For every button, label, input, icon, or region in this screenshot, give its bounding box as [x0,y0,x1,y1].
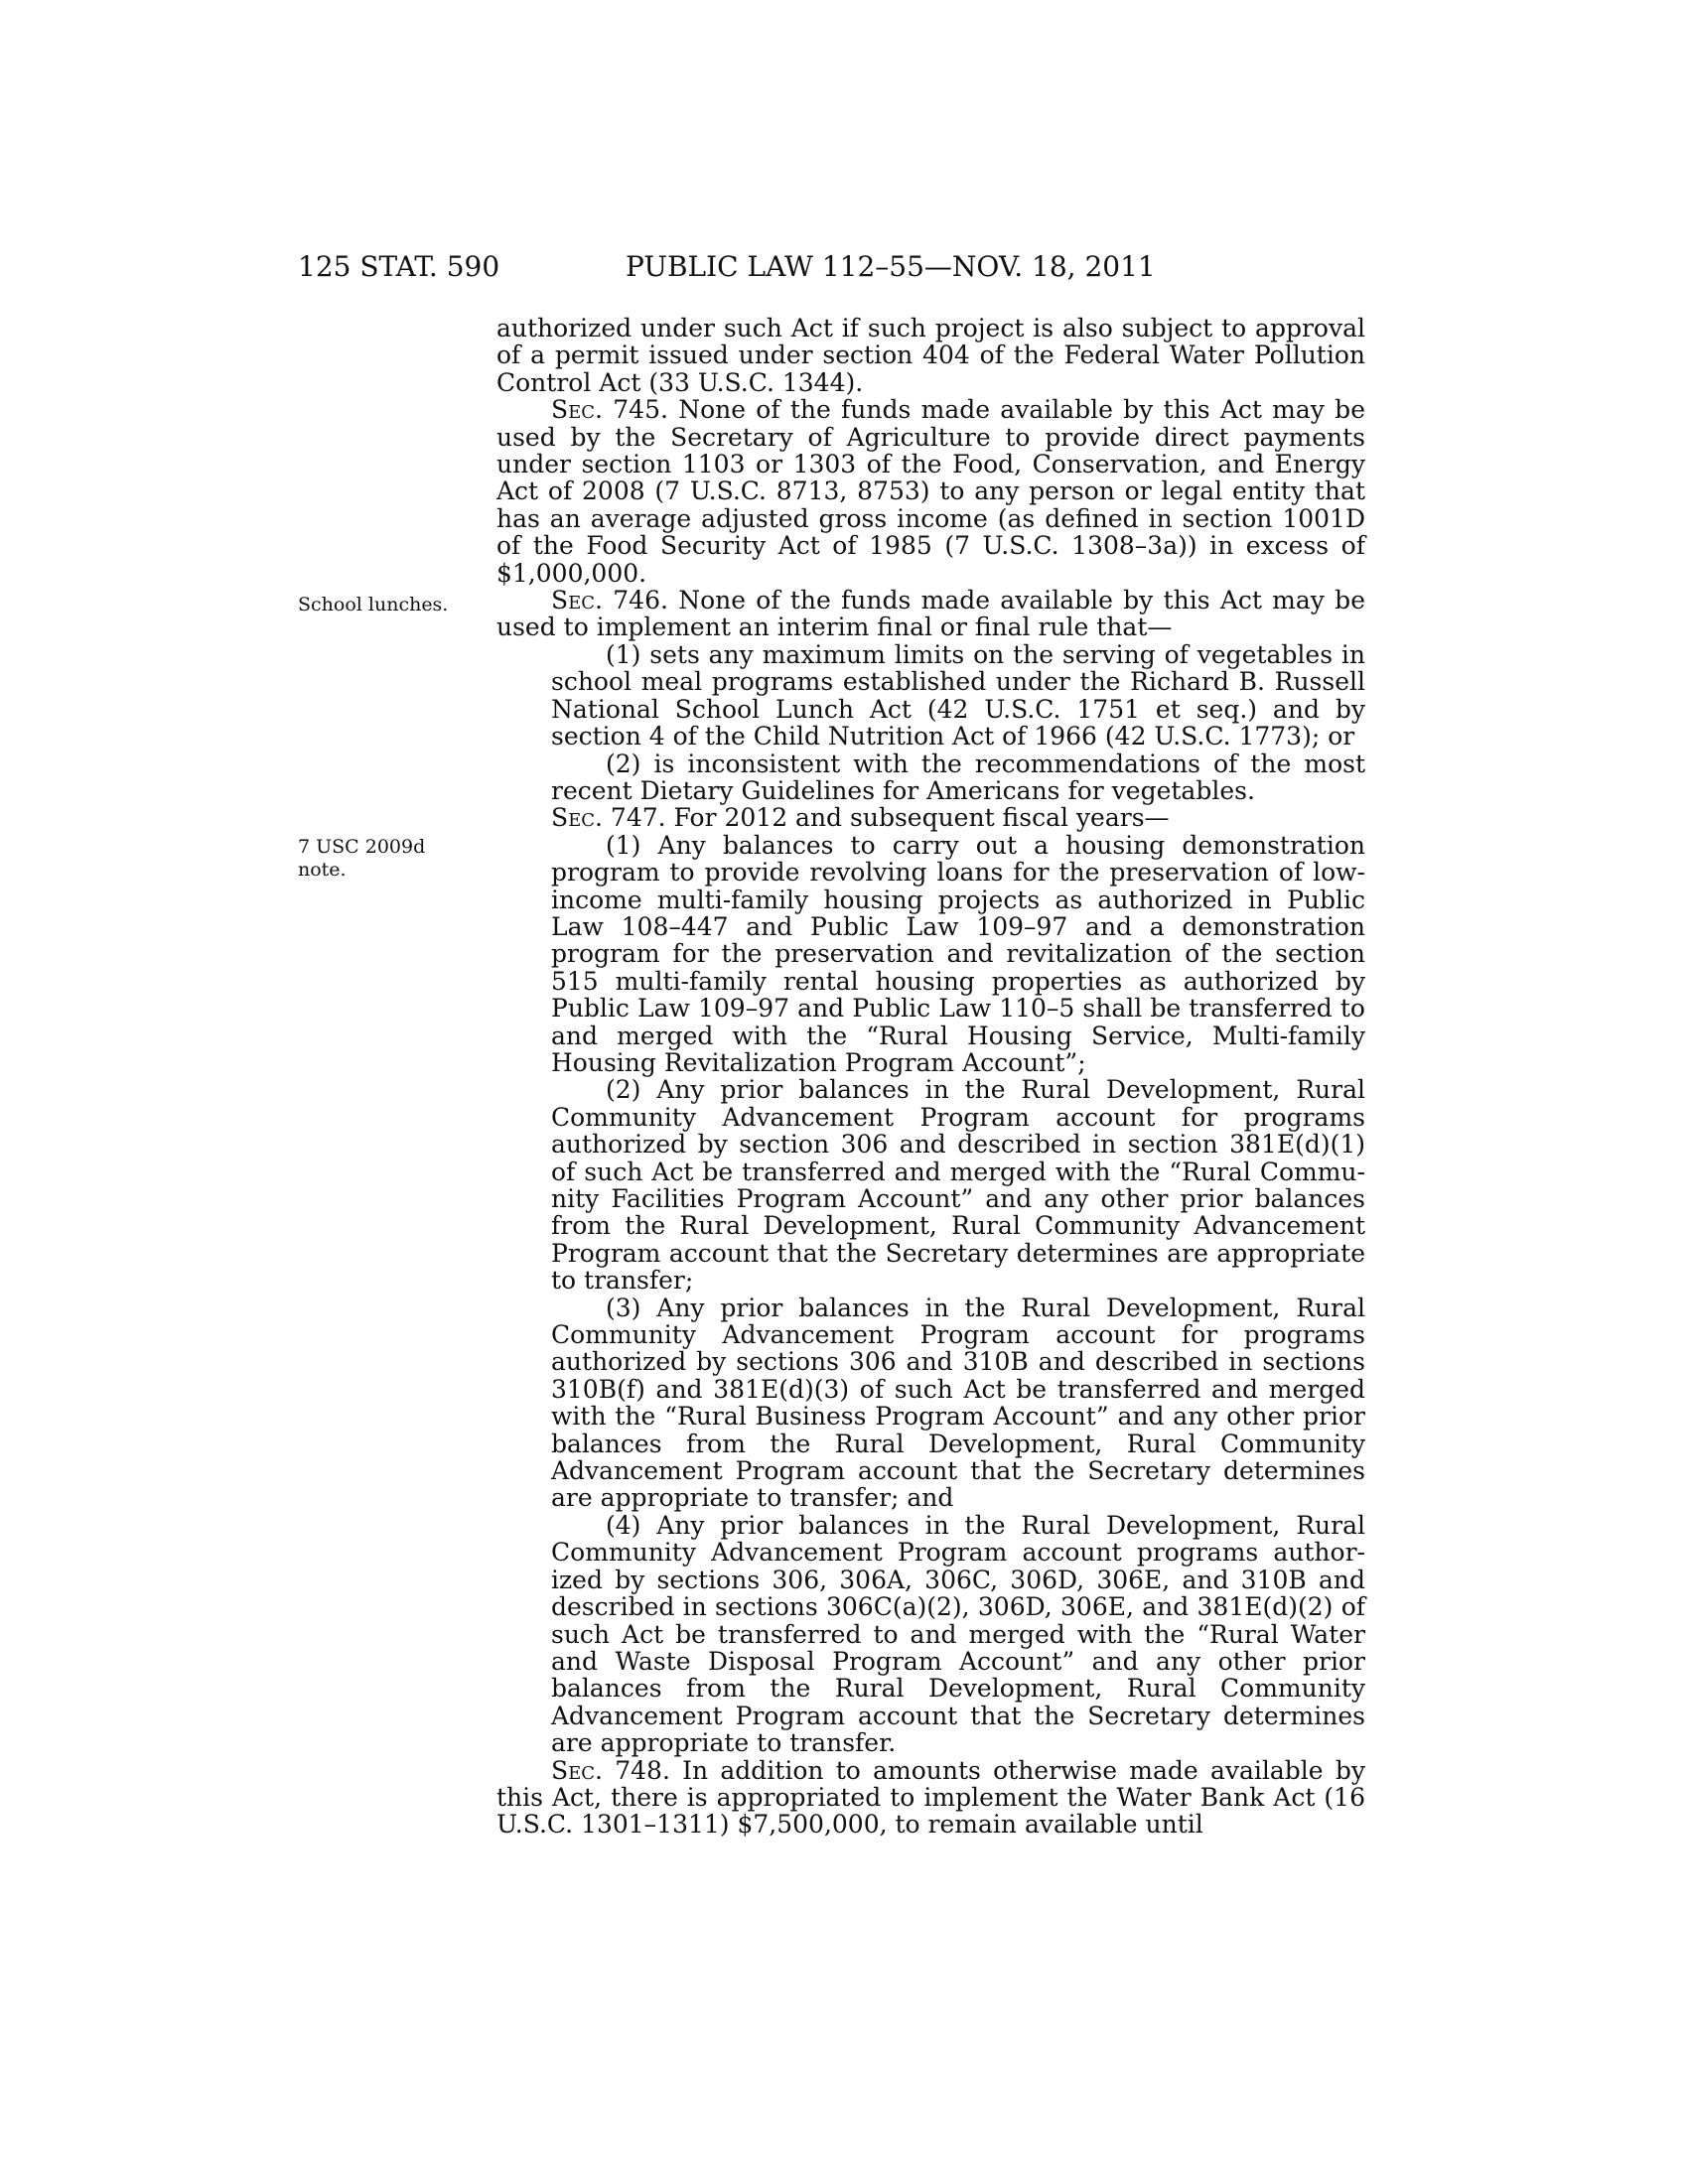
paragraph-747-4: (4) Any prior balances in the Rural Development, Rural Community Advancement Program account programs authorized by sections 306, 306A, 306C, 306D, 306E, and 310B and described in sections 306C(a)(2), 306D, 306E, and 381E(d)(2) of such Act be transferred to and merged with the “Rural Water and Waste Disposal Program Account” and any other prior balances from the Rural Development, Rural Community Advancement Program account that the Secretary determines are appropriate to transfer. [551,1510,1365,1758]
section-label: Sec. 747. [551,803,666,833]
section-text: In addition to amounts otherwise made available by this Act, there is appropriated to implement the Water Bank Act (16 U.S.C. 1301–1311) $7,500,000, to remain available until [496,1755,1365,1840]
paragraph-746-1: (1) sets any maximum limits on the serving of vegetables in school meal programs established under the Richard B. Russell National School Lunch Act (42 U.S.C. 1751 et seq.) and by section 4 of the Child Nutrition Act of 1966 (42 U.S.C. 1773); or [551,639,1365,751]
paragraph-746-2: (2) is inconsistent with the recommendations of the most recent Dietary Guidelines for Americans for vegetables. [551,749,1365,805]
margin-note-line: note. [298,859,347,881]
page-number: 125 STAT. 590 [298,250,500,283]
paragraph: authorized under such Act if such project is also subject to approval of a permit issued under section 404 of the Federal Water Pollution Control Act (33 U.S.C. 1344). [496,314,1365,397]
margin-note-line: 7 USC 2009d [298,836,426,858]
paragraph-747-2: (2) Any prior balances in the Rural Development, Rural Community Advancement Program account for programs authorized by section 306 and described in section 381E(d)(1) of such Act be transferred and merged with the “Rural Community Facilities Program Account” and any other prior balances from the Rural Development, Rural Community Advancement Program account that the Secretary determines are appropriate to transfer; [551,1075,1365,1296]
section-747 [496,804,1365,831]
section-text: None of the funds made available by this Act may be used by the Secretary of Agriculture to provide direct payments under section 1103 or 1303 of the Food, Conservation, and Energy Act of 2008 (7 U.S.C. 8713, 8753) to any person or legal entity that has an average adjusted gross income (as defined in section 1001D of the Food Security Act of 1985 (7 U.S.C. 1308–3a)) in excess of $1,000,000. [496,395,1365,588]
paragraph-747-3: (3) Any prior balances in the Rural Development, Rural Community Advancement Program account for programs authorized by sections 306 and 310B and described in sections 310B(f) and 381E(d)(3) of such Act be transferred and merged with the “Rural Business Program Account” and any other prior balances from the Rural Development, Rural Community Advancement Program account that the Secretary determines are appropriate to transfer; and [551,1293,1365,1513]
section-746 [496,587,1365,641]
section-745 [496,396,1365,587]
running-title: PUBLIC LAW 112–55—NOV. 18, 2011 [626,250,1156,283]
section-text: None of the funds made available by this Act may be used to implement an interim final or final rule that— [496,586,1365,642]
section-text: For 2012 and subsequent fiscal years— [665,803,1170,833]
main-text [496,315,1365,1839]
page-header [298,250,1211,290]
margin-note-school-lunches [298,594,448,616]
margin-note-usc [298,836,425,882]
margin-note-text: School lunches. [298,594,449,615]
paragraph-747-1: (1) Any balances to carry out a housing demonstration program to provide revolving loans for the preservation of low-income multi-family housing projects as authorized in Public Law 108–447 and Public Law 109–97 and a demonstration program for the preservation and revitalization of the section 515 multi-family rental housing properties as authorized by Public Law 109–97 and Public Law 110–5 shall be transferred to and merged with the “Rural Housing Service, Multi-family Housing Revitalization Program Account”; [551,830,1365,1077]
section-label: Sec. 745. [551,395,668,425]
section-label: Sec. 746. [551,586,668,615]
section-label: Sec. 748. [551,1755,670,1785]
section-748 [496,1757,1365,1839]
